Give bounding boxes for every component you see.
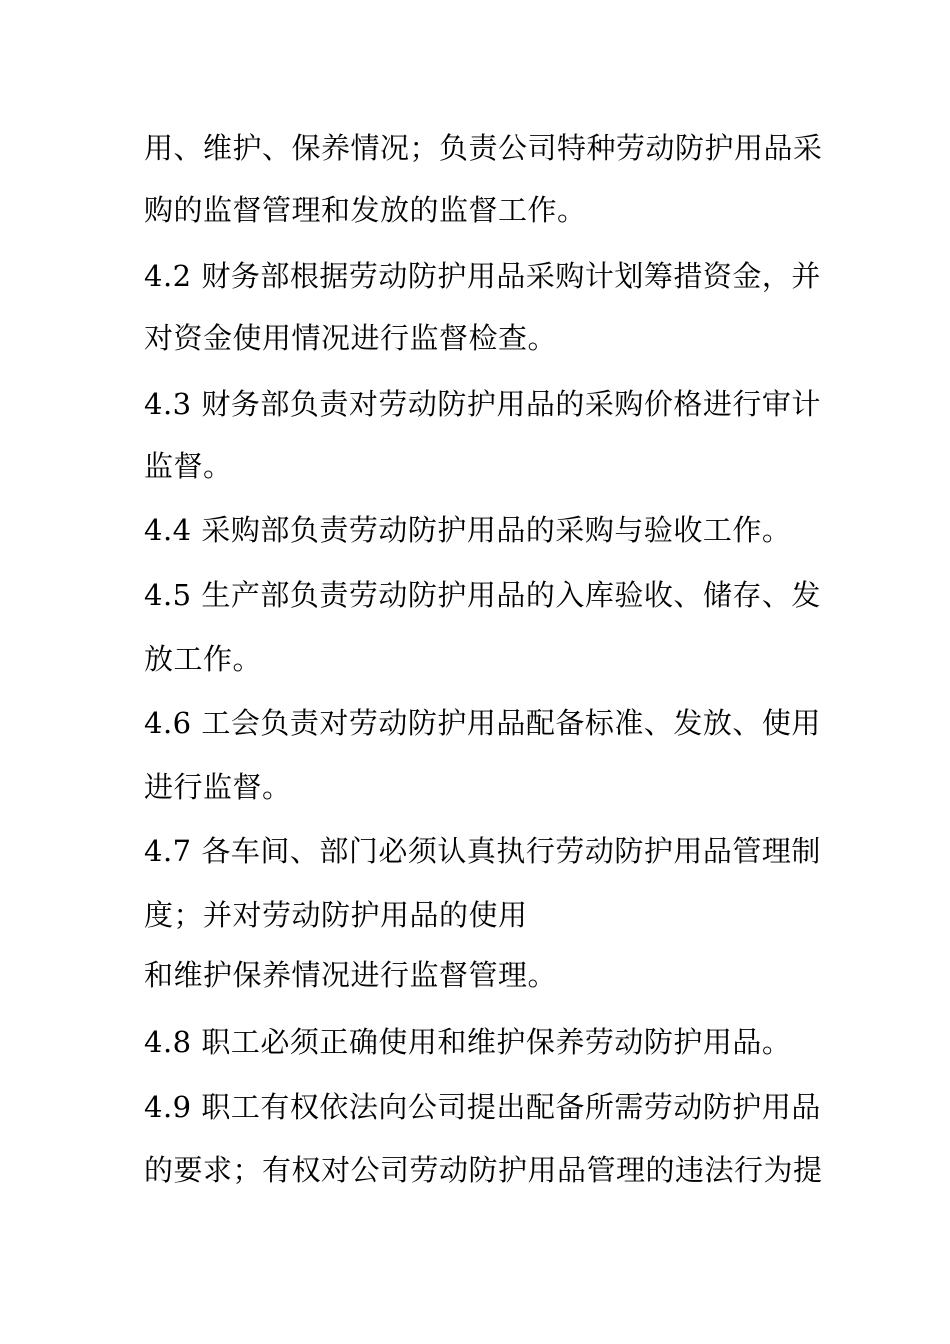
text-line: 度；并对劳动防护用品的使用 xyxy=(144,898,528,932)
text-line: 4.2 财务部根据劳动防护用品采购计划筹措资金，并 xyxy=(144,259,821,293)
text-line: 4.5 生产部负责劳动防护用品的入库验收、储存、发 xyxy=(144,578,821,612)
text-line: 对资金使用情况进行监督检查。 xyxy=(144,321,558,355)
text-line: 进行监督。 xyxy=(144,770,292,804)
text-line: 放工作。 xyxy=(144,642,263,676)
text-line: 4.6 工会负责对劳动防护用品配备标准、发放、使用 xyxy=(144,706,821,740)
text-line: 4.9 职工有权依法向公司提出配备所需劳动防护用品 xyxy=(144,1090,821,1124)
text-line: 用、维护、保养情况；负责公司特种劳动防护用品采 xyxy=(144,131,823,165)
text-line: 的要求；有权对公司劳动防护用品管理的违法行为提 xyxy=(144,1153,823,1187)
text-line: 4.8 职工必须正确使用和维护保养劳动防护用品。 xyxy=(144,1025,792,1059)
text-line: 监督。 xyxy=(144,449,233,483)
text-line: 和维护保养情况进行监督管理。 xyxy=(144,958,558,992)
text-line: 4.4 采购部负责劳动防护用品的采购与验收工作。 xyxy=(144,513,792,547)
text-line: 4.3 财务部负责对劳动防护用品的采购价格进行审计 xyxy=(144,387,821,421)
text-line: 4.7 各车间、部门必须认真执行劳动防护用品管理制 xyxy=(144,834,821,868)
text-line: 购的监督管理和发放的监督工作。 xyxy=(144,193,587,227)
